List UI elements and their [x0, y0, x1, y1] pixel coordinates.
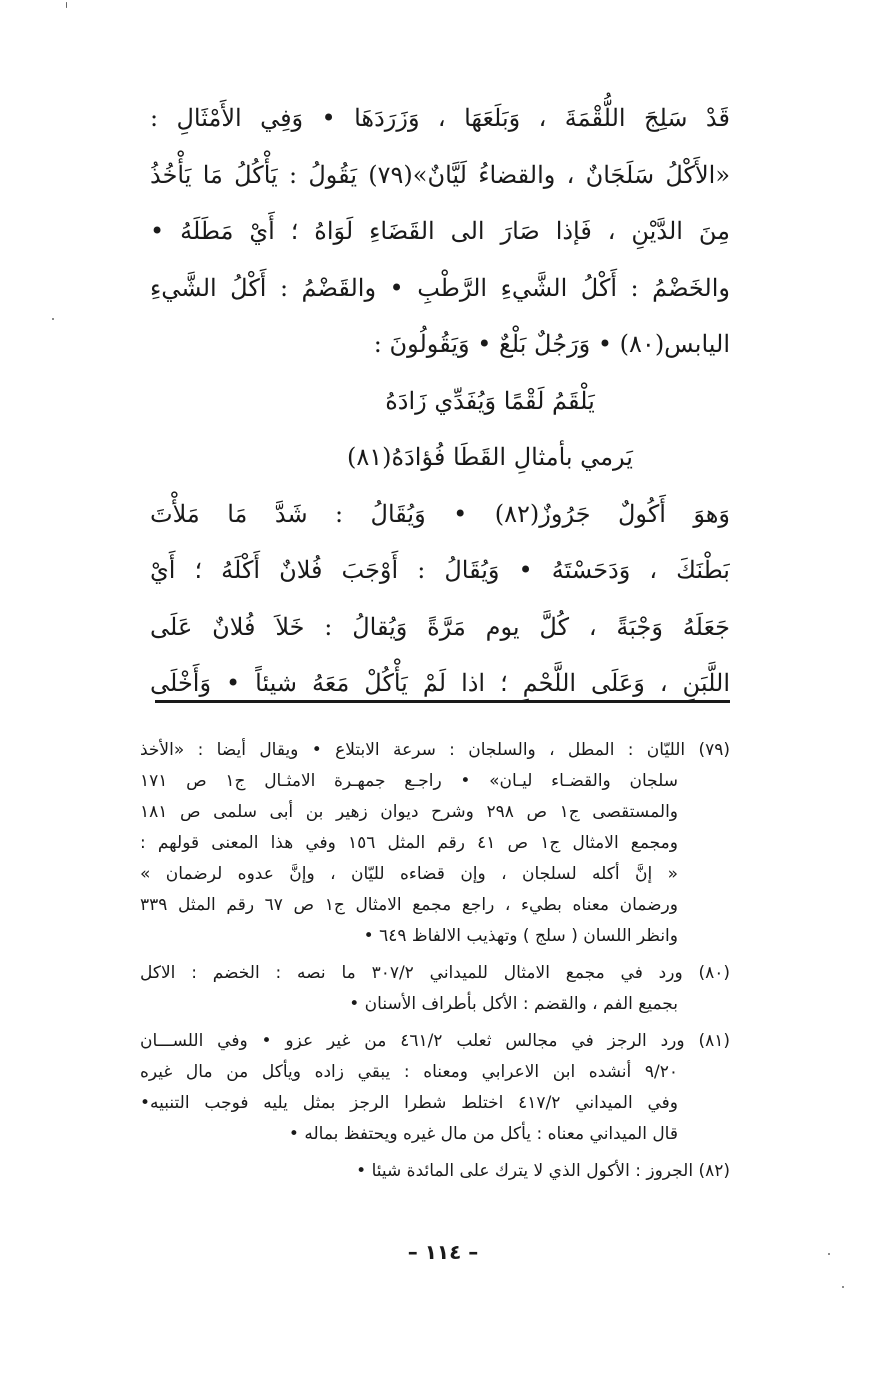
body-line: بَطْنَكَ ، وَدَحَسْتَهُ • وَيُقَالُ : أَوْجَبَ فُلانٌ أَكْلَهُ ؛ أَيْ [150, 556, 730, 584]
footnote-81 [140, 1026, 730, 1150]
footnotes [140, 735, 730, 1193]
verse-line: يَلْقَمُ لَقْمًا وَيُفَدِّي زَادَهُ [385, 386, 595, 415]
footnote-line: ومجمع الامثال ج١ ص ٤١ رقم المثل ١٥٦ وفي هذا المعنى قولهم : [140, 833, 678, 853]
scan-speck [828, 1253, 830, 1255]
footnote-line: (٨٠) ورد في مجمع الامثال للميداني ٣٠٧/٢ ما نصه : الخضم : الاكل [140, 963, 730, 983]
footnote-line: قال الميداني معناه : يأكل من مال غيره ويحتفظ بماله • [288, 1124, 678, 1144]
body-line: مِنَ الدَّيْنِ ، فَإذا صَارَ الى القَضَاءِ لَوَاهُ ؛ أَيْ مَطَلَهُ • [150, 217, 730, 245]
footnote-line: (٨٢) الجروز : الأكول الذي لا يترك على المائدة شيئا • [356, 1161, 730, 1181]
footnote-line: سلجان والقضـاء ليـان» • راجـع جمهـرة الامثـال ج١ ص ١٧١ [140, 771, 678, 791]
main-text [150, 90, 730, 712]
footnote-line: وانظر اللسان ( سلج ) وتهذيب الالفاظ ٦٤٩ • [363, 926, 678, 946]
body-line: والخَضْمُ : أَكْلُ الشَّيءِ الرَّطْبِ • والقَضْمُ : أَكْلُ الشَّيءِ [150, 273, 730, 302]
scan-speck [66, 2, 67, 8]
body-line: «الأَكْلُ سَلَجَانٌ ، والقضاءُ لَيَّانٌ»(٧٩) يَقُولُ : يَأْكُلُ مَا يَأْخُذُ [150, 160, 730, 189]
footnote-line: بجميع الفم ، والقضم : الأكل بأطراف الأسنان • [349, 994, 678, 1014]
body-line: اللَّبَنِ ، وَعَلَى اللَّحْمِ ؛ اذا لَمْ يَأْكُلْ مَعَهُ شيئاً • وَأَخْلَى [150, 669, 730, 697]
footnote-line: والمستقصى ج١ ص ٢٩٨ وشرح ديوان زهير بن أبى سلمى ص ١٨١ [140, 802, 679, 822]
footnote-line: (٨١) ورد الرجز في مجالس ثعلب ٤٦١/٢ من غير عزو • وفي اللســـان [140, 1031, 730, 1051]
footnote-line: « إنَّ أكله لسلجان ، وإن قضاءه لليّان ، وإنَّ عدوه لرضمان » [140, 864, 678, 884]
footnote-separator [155, 700, 730, 703]
footnote-82 [140, 1156, 730, 1187]
footnote-line: (٧٩) الليّان : المطل ، والسلجان : سرعة الابتلاع • ويقال أيضا : «الأخذ [140, 740, 730, 760]
footnote-line: ٩/٢٠ أنشده ابن الاعرابي ومعناه : يبقي زاده ويأكل من مال غيره [140, 1062, 678, 1082]
footnote-line: ورضمان معناه بطيء ، راجع مجمع الامثال ج١ ص ٦٧ رقم المثل ٣٣٩ [140, 895, 678, 915]
body-line: قَدْ سَلِجَ اللُّقْمَةَ ، وَبَلَعَهَا ، وَزَرَدَهَا • وَفِي الأَمْثَالِ : [150, 104, 730, 132]
scan-speck [842, 1286, 844, 1288]
scan-speck [52, 318, 54, 320]
verse-line: يَرمي بأمثالِ القَطَا فُؤادَهُ(٨١) [347, 443, 633, 471]
footnote-80 [140, 958, 730, 1020]
page-number: – ١١٤ – [407, 1240, 479, 1264]
footnote-79 [140, 735, 730, 952]
body-line: وَهوَ أَكُولٌ جَرُوزٌ(٨٢) • وَيُقَالُ : شَدَّ مَا مَلأْتَ [150, 499, 730, 528]
footnote-line: وفي الميداني ٤١٧/٢ اختلط شطرا الرجز بمثل يليه فوجب التنبيه• [140, 1093, 678, 1113]
body-line: جَعَلَهُ وَجْبَةً ، كُلَّ يوم مَرَّةً وَيُقالُ : خَلاَ فُلانٌ عَلَى [150, 612, 730, 641]
body-line: اليابس(٨٠) • وَرَجُلٌ بَلْعٌ • وَيَقُولُونَ : [373, 330, 730, 358]
